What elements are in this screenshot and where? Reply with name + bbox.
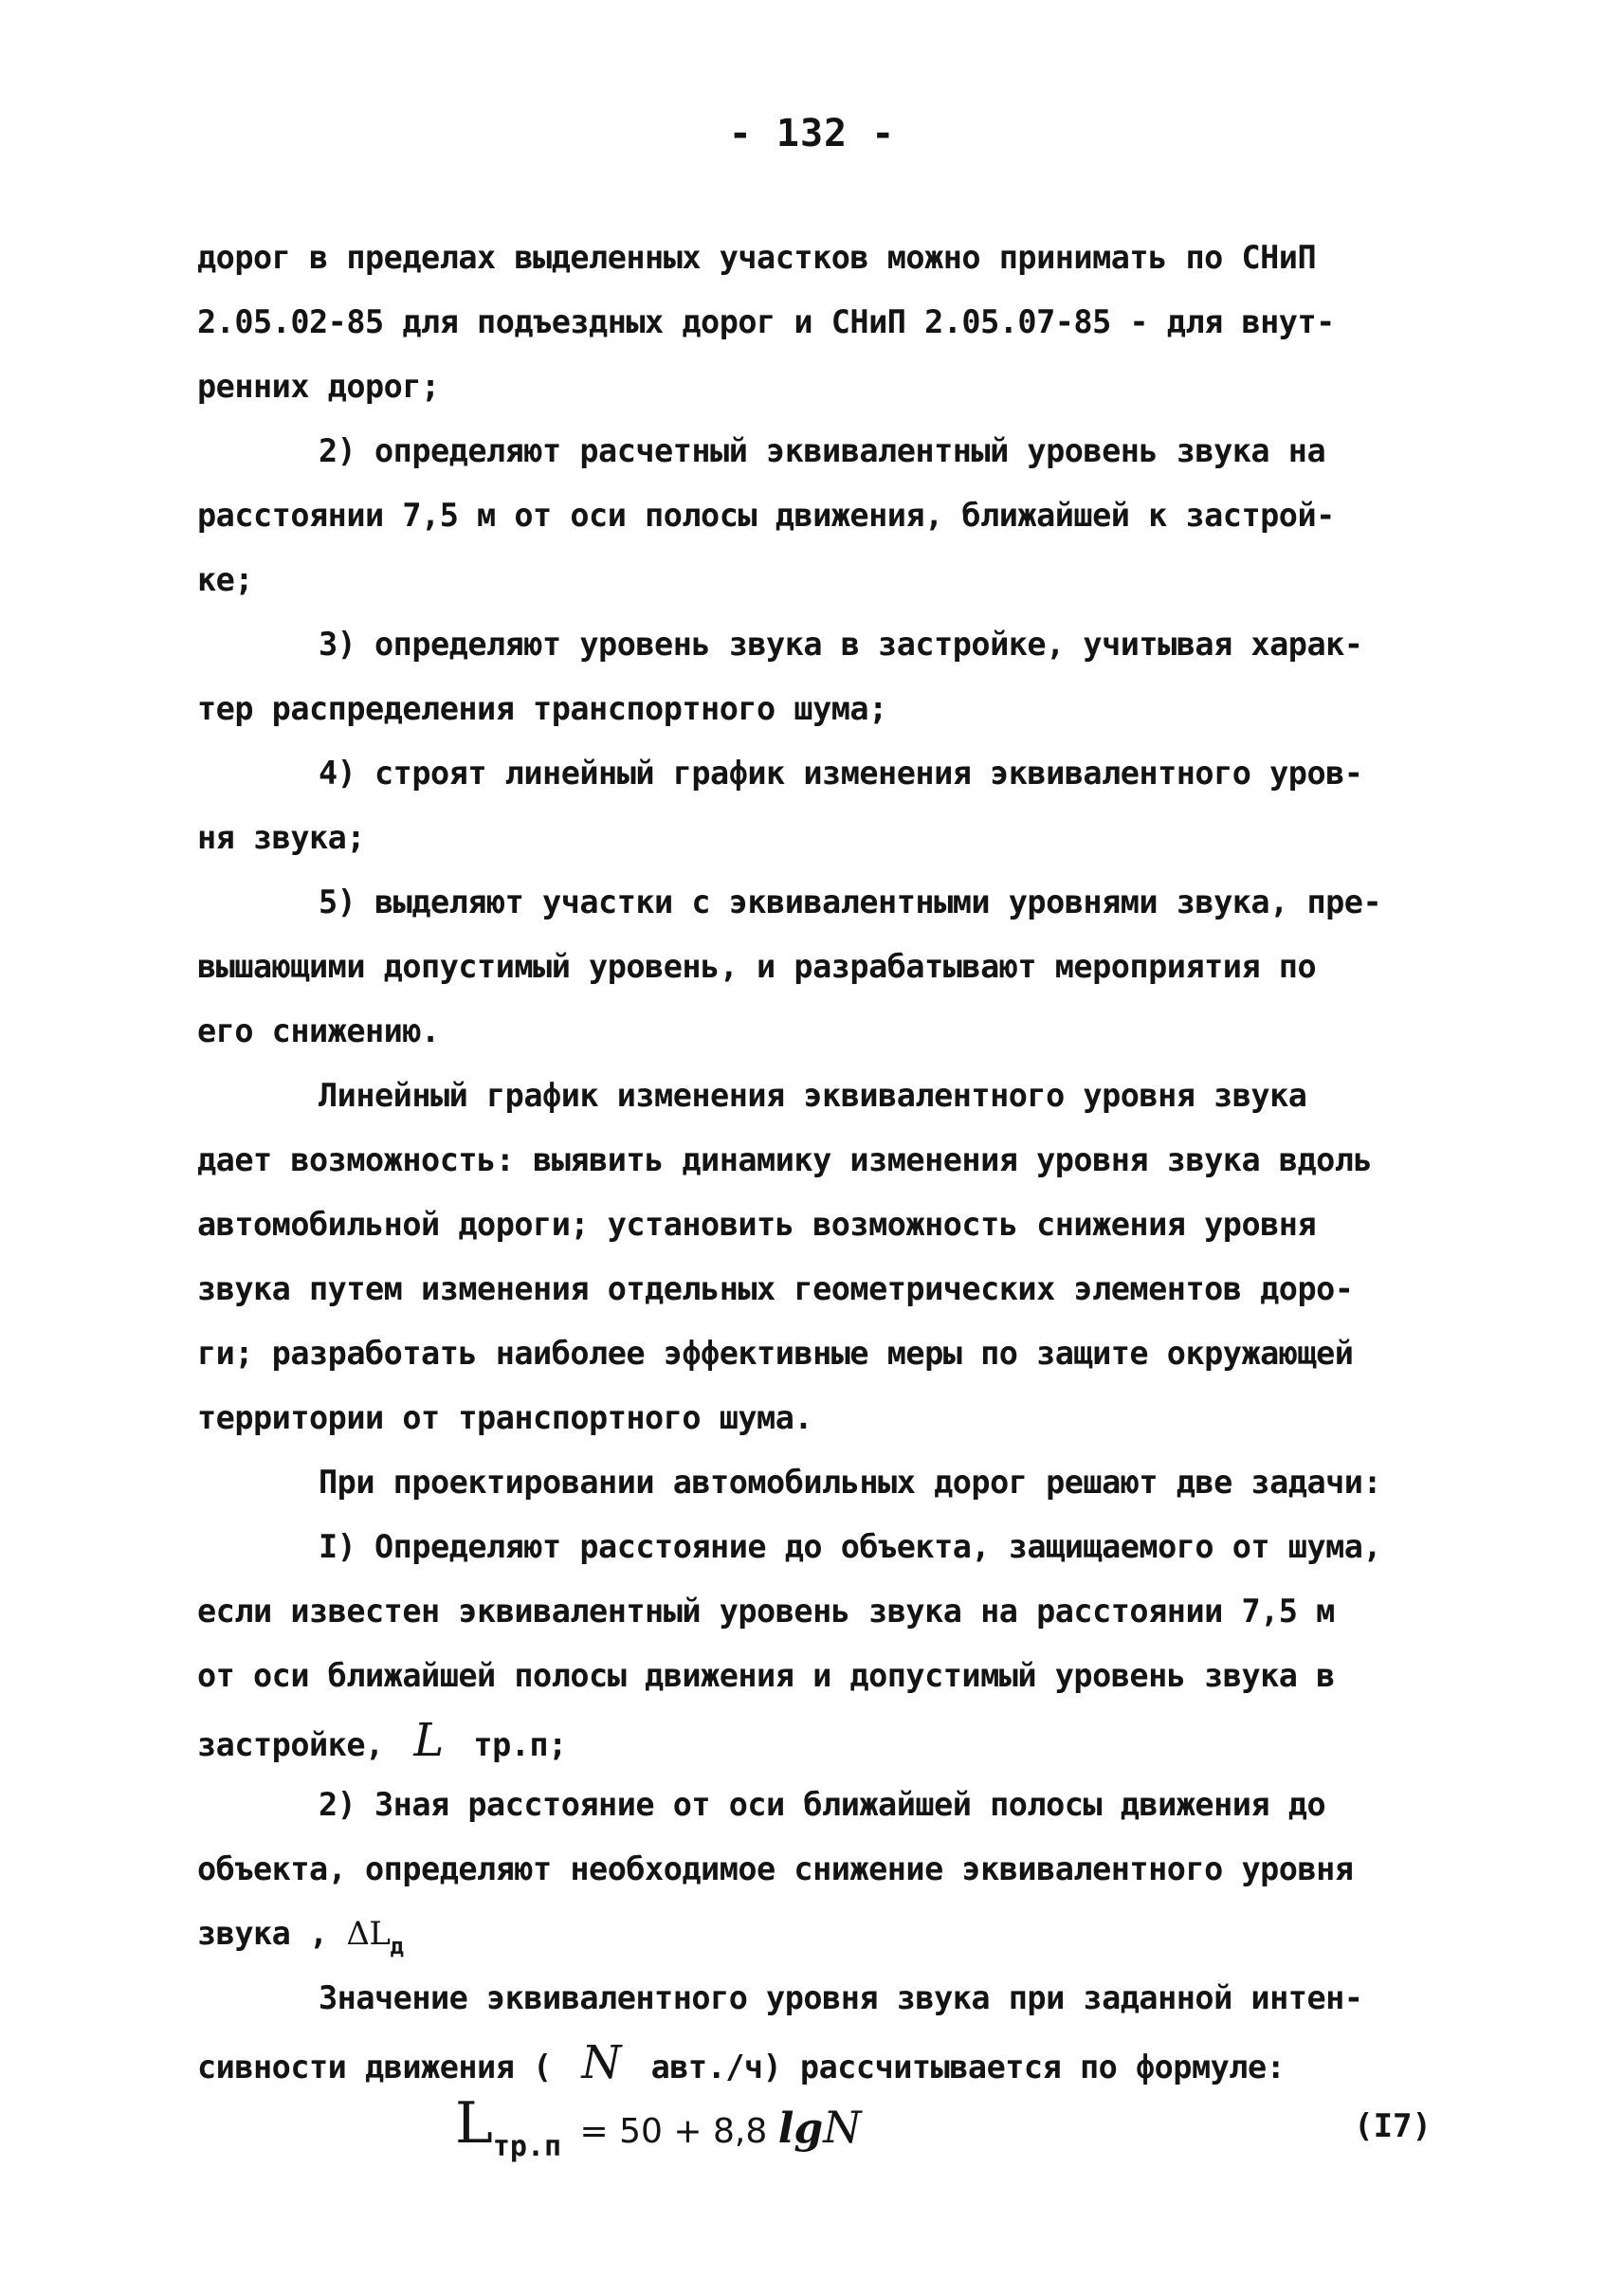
paragraph-line: вышающими допустимый уровень, и разрабатывают мероприятия по bbox=[197, 948, 1317, 985]
paragraph-line: ня звука; bbox=[197, 819, 366, 856]
paragraph-line bbox=[197, 1708, 1430, 1773]
formula-lhs: L bbox=[455, 2090, 493, 2157]
paragraph-line: ги; разработать наиболее эффективные меры по защите окружающей bbox=[197, 1335, 1354, 1372]
page-number: - 132 - bbox=[728, 112, 896, 155]
symbol-N: N bbox=[581, 2036, 621, 2089]
paragraph-line: расстоянии 7,5 м от оси полосы движения, ближайшей к застрой- bbox=[197, 497, 1335, 534]
symbol-delta-L: ΔL bbox=[346, 1915, 391, 1953]
paragraph-line: ке; bbox=[197, 561, 254, 598]
line-text: авт./ч) рассчитывается по формуле: bbox=[650, 2049, 1286, 2086]
symbol-subscript: д bbox=[390, 1933, 404, 1959]
formula-lhs-subscript: тр.п bbox=[492, 2130, 562, 2163]
paragraph-line: дорог в пределах выделенных участков можно принимать по СНиП bbox=[197, 239, 1317, 276]
list-item-5: 5) выделяют участки с эквивалентными уровнями звука, пре- bbox=[319, 883, 1382, 920]
paragraph-line: если известен эквивалентный уровень звука на расстоянии 7,5 м bbox=[197, 1593, 1335, 1630]
paragraph-line bbox=[197, 2031, 1430, 2095]
list-item-2: 2) определяют расчетный эквивалентный уровень звука на bbox=[319, 432, 1326, 469]
list-item-3: 3) определяют уровень звука в застройке, учитывая харак- bbox=[319, 626, 1363, 663]
paragraph-start: При проектировании автомобильных дорог решают две задачи: bbox=[319, 1464, 1382, 1501]
equation-number: (I7) bbox=[1354, 2107, 1432, 2145]
paragraph-line: от оси ближайшей полосы движения и допустимый уровень звука в bbox=[197, 1657, 1335, 1694]
formula-variable: N bbox=[823, 2102, 862, 2153]
line-text: застройке, bbox=[197, 1726, 384, 1763]
task-item-2: 2) Зная расстояние от оси ближайшей полосы движения до bbox=[319, 1786, 1326, 1823]
symbol-L: L bbox=[413, 1714, 444, 1767]
paragraph-line: звука путем изменения отдельных геометрических элементов доро- bbox=[197, 1270, 1354, 1307]
task-item-1: I) Определяют расстояние до объекта, защищаемого от шума, bbox=[319, 1528, 1382, 1565]
paragraph-line: автомобильной дороги; установить возможность снижения уровня bbox=[197, 1206, 1317, 1243]
line-text: звука , bbox=[197, 1915, 328, 1952]
paragraph-start: Значение эквивалентного уровня звука при заданной интен- bbox=[319, 1979, 1363, 2016]
paragraph-line: его снижению. bbox=[197, 1012, 440, 1049]
paragraph-line bbox=[197, 1902, 1430, 1966]
paragraph-line: объекта, определяют необходимое снижение эквивалентного уровня bbox=[197, 1850, 1354, 1887]
paragraph-start: Линейный график изменения эквивалентного уровня звука bbox=[319, 1077, 1307, 1114]
line-text: тр.п; bbox=[473, 1726, 567, 1763]
paragraph-line: ренних дорог; bbox=[197, 368, 440, 405]
paragraph-line: 2.05.02-85 для подъездных дорог и СНиП 2.05.07-85 - для внут- bbox=[197, 303, 1335, 340]
paragraph-line: тер распределения транспортного шума; bbox=[197, 690, 887, 727]
formula-log: lg bbox=[777, 2104, 824, 2153]
paragraph-line: территории от транспортного шума. bbox=[197, 1399, 813, 1436]
paragraph-line: дает возможность: выявить динамику изменения уровня звука вдоль bbox=[197, 1141, 1373, 1178]
list-item-4: 4) строят линейный график изменения эквивалентного уров- bbox=[319, 755, 1363, 792]
formula-expression: = 50 + 8,8 bbox=[579, 2112, 768, 2151]
document-body bbox=[197, 226, 1430, 2095]
formula-17 bbox=[455, 2090, 1432, 2166]
line-text: сивности движения ( bbox=[197, 2049, 552, 2086]
